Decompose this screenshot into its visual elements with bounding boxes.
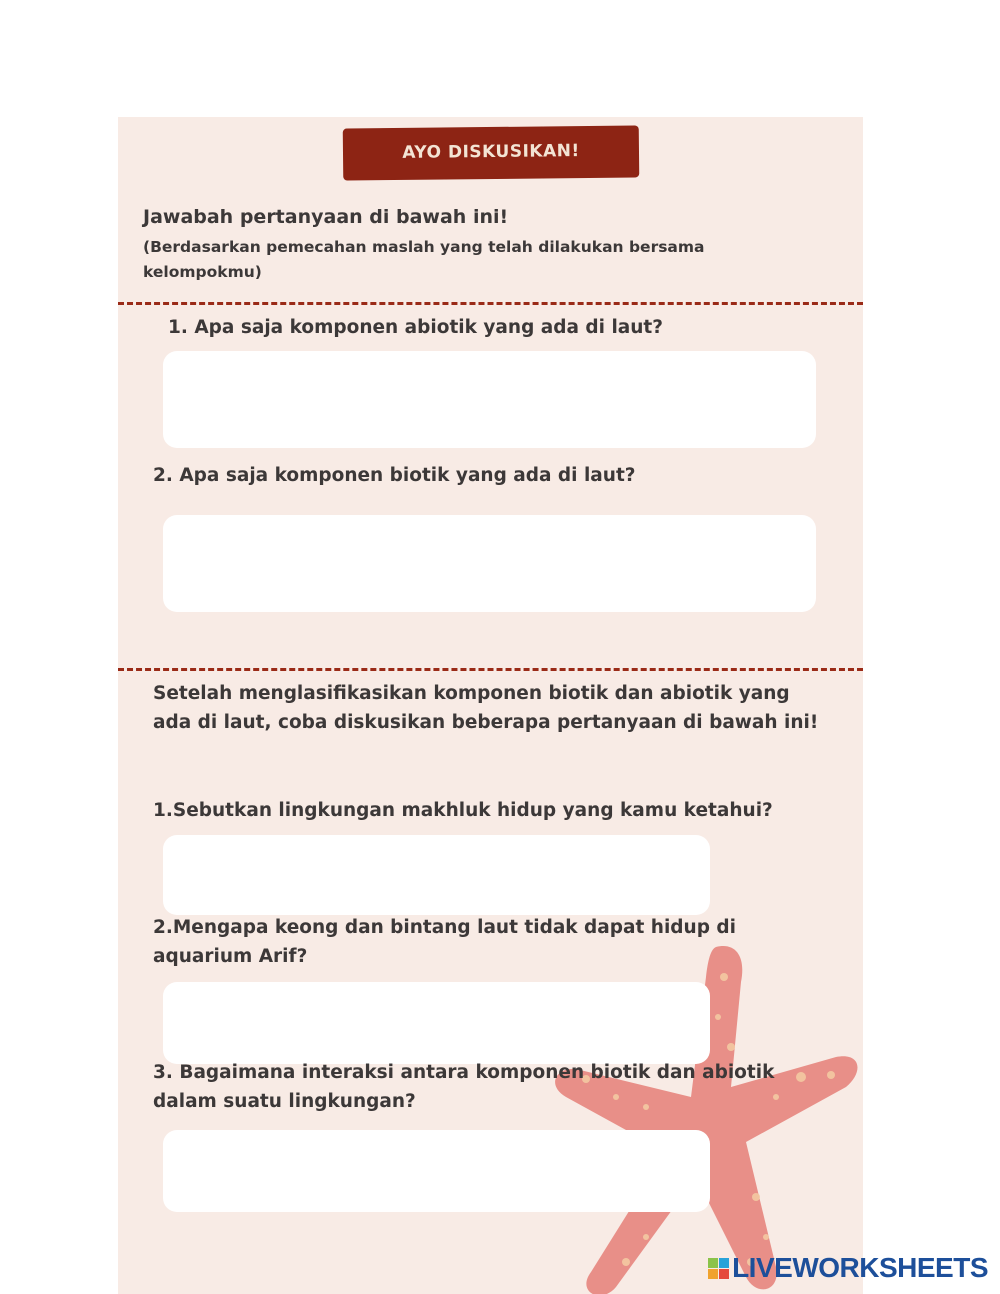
liveworksheets-watermark (708, 1252, 988, 1284)
liveworksheets-label: LIVEWORKSHEETS (732, 1252, 988, 1283)
answer-box[interactable] (163, 351, 816, 448)
worksheet-page (118, 117, 863, 1294)
question-text: 3. Bagaimana interaksi antara komponen biotik dan abiotik dalam suatu lingkungan? (153, 1062, 775, 1112)
answer-box[interactable] (163, 835, 710, 915)
question-text: 1. Apa saja komponen abiotik yang ada di laut? (168, 317, 664, 338)
question-text: 2.Mengapa keong dan bintang laut tidak dapat hidup di aquarium Arif? (153, 917, 736, 967)
banner-label: AYO DISKUSIKAN! (402, 141, 580, 163)
section-intro: Setelah menglasifikasikan komponen biotik dan abiotik yang ada di laut, coba diskusikan beberapa pertanyaan di bawah ini! (153, 683, 819, 733)
question-text: 1.Sebutkan lingkungan makhluk hidup yang kamu ketahui? (153, 800, 773, 821)
liveworksheets-logo-icon (708, 1258, 729, 1279)
banner (344, 126, 639, 179)
dashed-divider (118, 668, 863, 671)
answer-box[interactable] (163, 515, 816, 612)
answer-box[interactable] (163, 1130, 710, 1212)
question-text: 2. Apa saja komponen biotik yang ada di laut? (153, 465, 636, 486)
intro-subtitle: (Berdasarkan pemecahan maslah yang telah dilakukan bersama kelompokmu) (143, 238, 705, 281)
dashed-divider (118, 302, 863, 305)
intro-title: Jawabah pertanyaan di bawah ini! (143, 206, 509, 228)
answer-box[interactable] (163, 982, 710, 1064)
